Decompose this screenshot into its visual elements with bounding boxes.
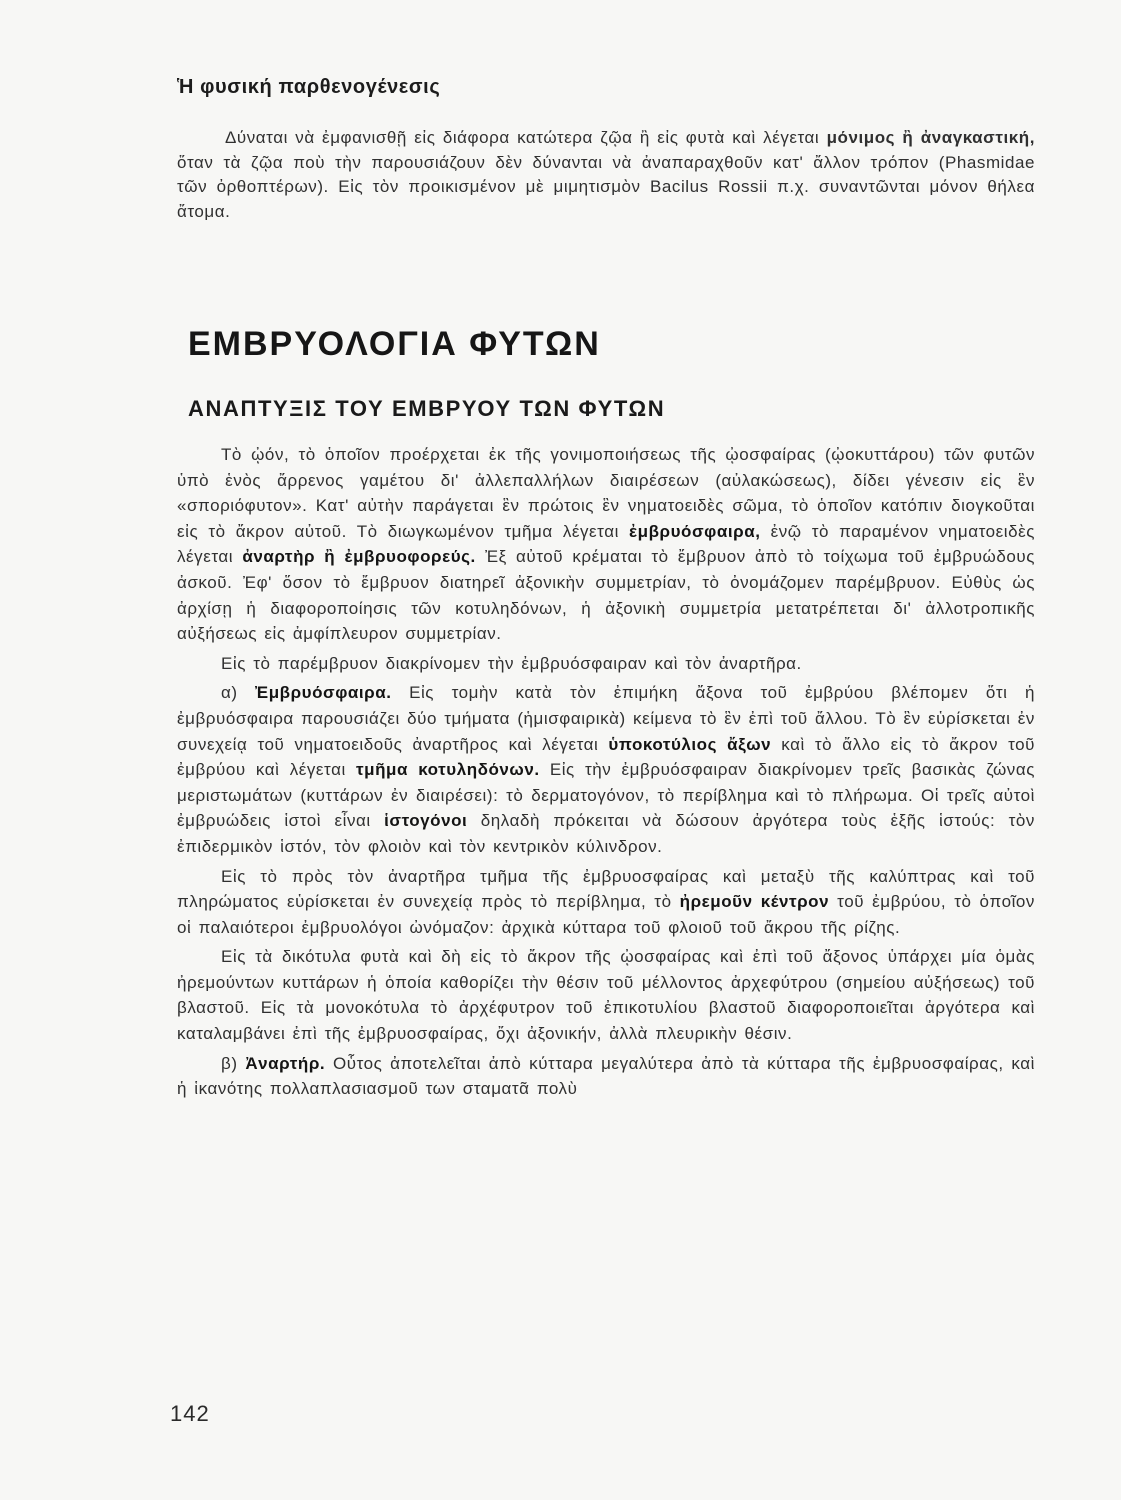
- term-embryosphere: ἐμβρυόσφαιρα,: [629, 521, 761, 541]
- p4-text-1: Εἰς τὸ πρὸς τὸν ἀναρτῆρα τμῆμα τῆς ἐμβρυοσφαίρας καὶ μεταξὺ τῆς καλύπτρας καὶ τοῦ πληρώματος εὑρίσκεται ἐν συνεχείᾳ πρὸς τὸ περίβλημα, τὸ: [177, 866, 1035, 912]
- intro-text-1: Δύναται νὰ ἐμφανισθῇ εἰς διάφορα κατώτερα ζῷα ἢ εἰς φυτὰ καὶ λέγεται: [225, 128, 827, 147]
- intro-term-permanent: μόνιμος ἢ ἀναγκαστική,: [826, 128, 1035, 147]
- p6-heading-suspensor: Ἀναρτήρ.: [245, 1053, 326, 1073]
- p1-text-3: Ἐξ αὐτοῦ κρέμαται τὸ ἔμβρυον ἀπὸ τὸ τοίχωμα τοῦ ἐμβρυώδους ἀσκοῦ. Ἐφ' ὅσον τὸ ἔμβρυον διατηρεῖ ἀξονικὴν συμμετρίαν, τὸ ὀνομάζομεν παρέμβρυον. Εὐθὺς ὡς ἀρχίσῃ ἡ διαφοροποίησις τῶν κοτυληδόνων, ἡ ἀξονικὴ συμμετρία μετατρέπεται δι' ἀλλοτροπικῆς αὐξήσεως εἰς ἀμφίπλευρον συμμετρίαν.: [177, 547, 1035, 644]
- intro-paragraph: [177, 126, 1035, 224]
- p3-text-1: Εἰς τομὴν κατὰ τὸν ἐπιμήκη ἄξονα τοῦ ἐμβρύου βλέπομεν ὅτι ἡ ἐμβρυόσφαιρα παρουσιάζει δύο τμήματα (ἡμισφαιρικὰ) κείμενα τὸ ἓν ἐπὶ τοῦ ἄλλου. Τὸ ἓν εὑρίσκεται ἐν συνεχείᾳ τοῦ νηματοειδοῦς ἀναρτῆρος καὶ λέγεται: [177, 683, 1035, 754]
- p4-text-2: τοῦ ἐμβρύου, τὸ ὁποῖον οἱ παλαιότεροι ἐμβρυολόγοι ὠνόμαζον: ἀρχικὰ κύτταρα τοῦ φλοιοῦ τοῦ ἄκρου τῆς ρίζης.: [177, 892, 1035, 937]
- term-cotyledon-part: τμῆμα κοτυληδόνων.: [356, 760, 540, 780]
- p3-marker: α): [221, 683, 256, 703]
- p3-text-4: δηλαδὴ πρόκειται νὰ δώσουν ἀργότερα τοὺς ἑξῆς ἱστούς: τὸν ἐπιδερμικὸν ἱστόν, τὸν φλοιὸν καὶ τὸν κεντρικὸν κύλινδρον.: [177, 811, 1035, 856]
- paragraph-3: [177, 680, 1035, 859]
- body-text: [177, 442, 1035, 1106]
- term-histogens: ἱστογόνοι: [384, 811, 468, 831]
- p1-text-2: ἐνῷ τὸ παραμένον νηματοειδὲς λέγεται: [177, 521, 1035, 567]
- term-hypocotyl-axis: ὑποκοτύλιος ἄξων: [608, 734, 772, 754]
- chapter-subtitle: ΑΝΑΠΤΥΞΙΣ ΤΟΥ ΕΜΒΡΥΟΥ ΤΩΝ ΦΥΤΩΝ: [188, 396, 666, 421]
- page-number: 142: [170, 1401, 210, 1426]
- intro-text-2: ὅταν τὰ ζῷα ποὺ τὴν παρουσιάζουν δὲν δύνανται νὰ ἀναπαραχθοῦν κατ' ἄλλον τρόπον (Phasmidae τῶν ὀρθοπτέρων). Εἰς τὸν προικισμένον μὲ μιμητισμὸν Bacilus Rossii π.χ. συναντῶνται μόνον θήλεα ἄτομα.: [177, 152, 1035, 221]
- p3-text-3: Εἰς τὴν ἐμβρυόσφαιραν διακρίνομεν τρεῖς βασικὰς ζώνας μεριστωμάτων (κυττάρων ἐν διαιρέσει): τὸ δερματογόνον, τὸ περίβλημα καὶ τὸ πλήρωμα. Οἱ τρεῖς αὐτοὶ ἐμβρυώδεις ἱστοὶ εἶναι: [177, 760, 1035, 831]
- p6-marker: β): [221, 1053, 246, 1073]
- term-quiescent-center: ἠρεμοῦν κέντρον: [679, 892, 830, 912]
- paragraph-1: [177, 442, 1035, 647]
- p1-text-1: Τὸ ᾠόν, τὸ ὁποῖον προέρχεται ἐκ τῆς γονιμοποιήσεως τῆς ᾠοσφαίρας (ᾠοκυττάρου) τῶν φυτῶν ὑπὸ ἑνὸς ἄρρενος γαμέτου δι' ἀλλεπαλλήλων διαιρέσεων (αὐλακώσεως), δίδει γένεσιν εἰς ἓν «σποριόφυτον». Κατ' αὐτὴν παράγεται ἓν πρώτοις ἓν νηματοειδὲς σῶμα, τὸ ὁποῖον κατόπιν διογκοῦται εἰς τὸ ἄκρον αὐτοῦ. Τὸ διωγκωμένον τμῆμα λέγεται: [177, 445, 1035, 541]
- p3-text-2: καὶ τὸ ἄλλο εἰς τὸ ἄκρον τοῦ ἐμβρύου καὶ λέγεται: [177, 734, 1035, 780]
- term-suspensor: ἀναρτὴρ ἢ ἐμβρυοφορεύς.: [242, 547, 476, 567]
- p6-text-1: Οὗτος ἀποτελεῖται ἀπὸ κύτταρα μεγαλύτερα ἀπὸ τὰ κύτταρα τῆς ἐμβρυοσφαίρας, καὶ ἡ ἱκανότης πολλαπλασιασμοῦ των σταματᾶ πολὺ: [177, 1053, 1035, 1099]
- paragraph-2: Εἰς τὸ παρέμβρυον διακρίνομεν τὴν ἐμβρυόσφαιραν καὶ τὸν ἀναρτῆρα.: [221, 653, 802, 673]
- paragraph-6: [177, 1051, 1035, 1102]
- p3-heading-embryosphere: Ἐμβρυόσφαιρα.: [255, 683, 392, 703]
- chapter-title: ΕΜΒΡΥΟΛΟΓΙΑ ΦΥΤΩΝ: [188, 325, 601, 363]
- section-heading: Ἡ φυσική παρθενογένεσις: [177, 76, 441, 98]
- paragraph-4: [177, 864, 1035, 941]
- paragraph-5: Εἰς τὰ δικότυλα φυτὰ καὶ δὴ εἰς τὸ ἄκρον τῆς ᾠοσφαίρας καὶ ἐπὶ τοῦ ἄξονος ὑπάρχει μία ὁμὰς ἠρεμούντων κυττάρων ἡ ὁποία καθορίζει τὴν θέσιν τοῦ μέλλοντος ἀρχεφύτρου (σημείου αὐξήσεως) τοῦ βλαστοῦ. Εἰς τὰ μονοκότυλα τὸ ἀρχέφυτρον τοῦ ἐπικοτυλίου βλαστοῦ διαφοροποιεῖται ἀργότερα καὶ καταλαμβάνει ἐπὶ τῆς ἐμβρυοσφαίρας, ὄχι ἀξονικήν, ἀλλὰ πλευρικὴν θέσιν.: [177, 947, 1035, 1044]
